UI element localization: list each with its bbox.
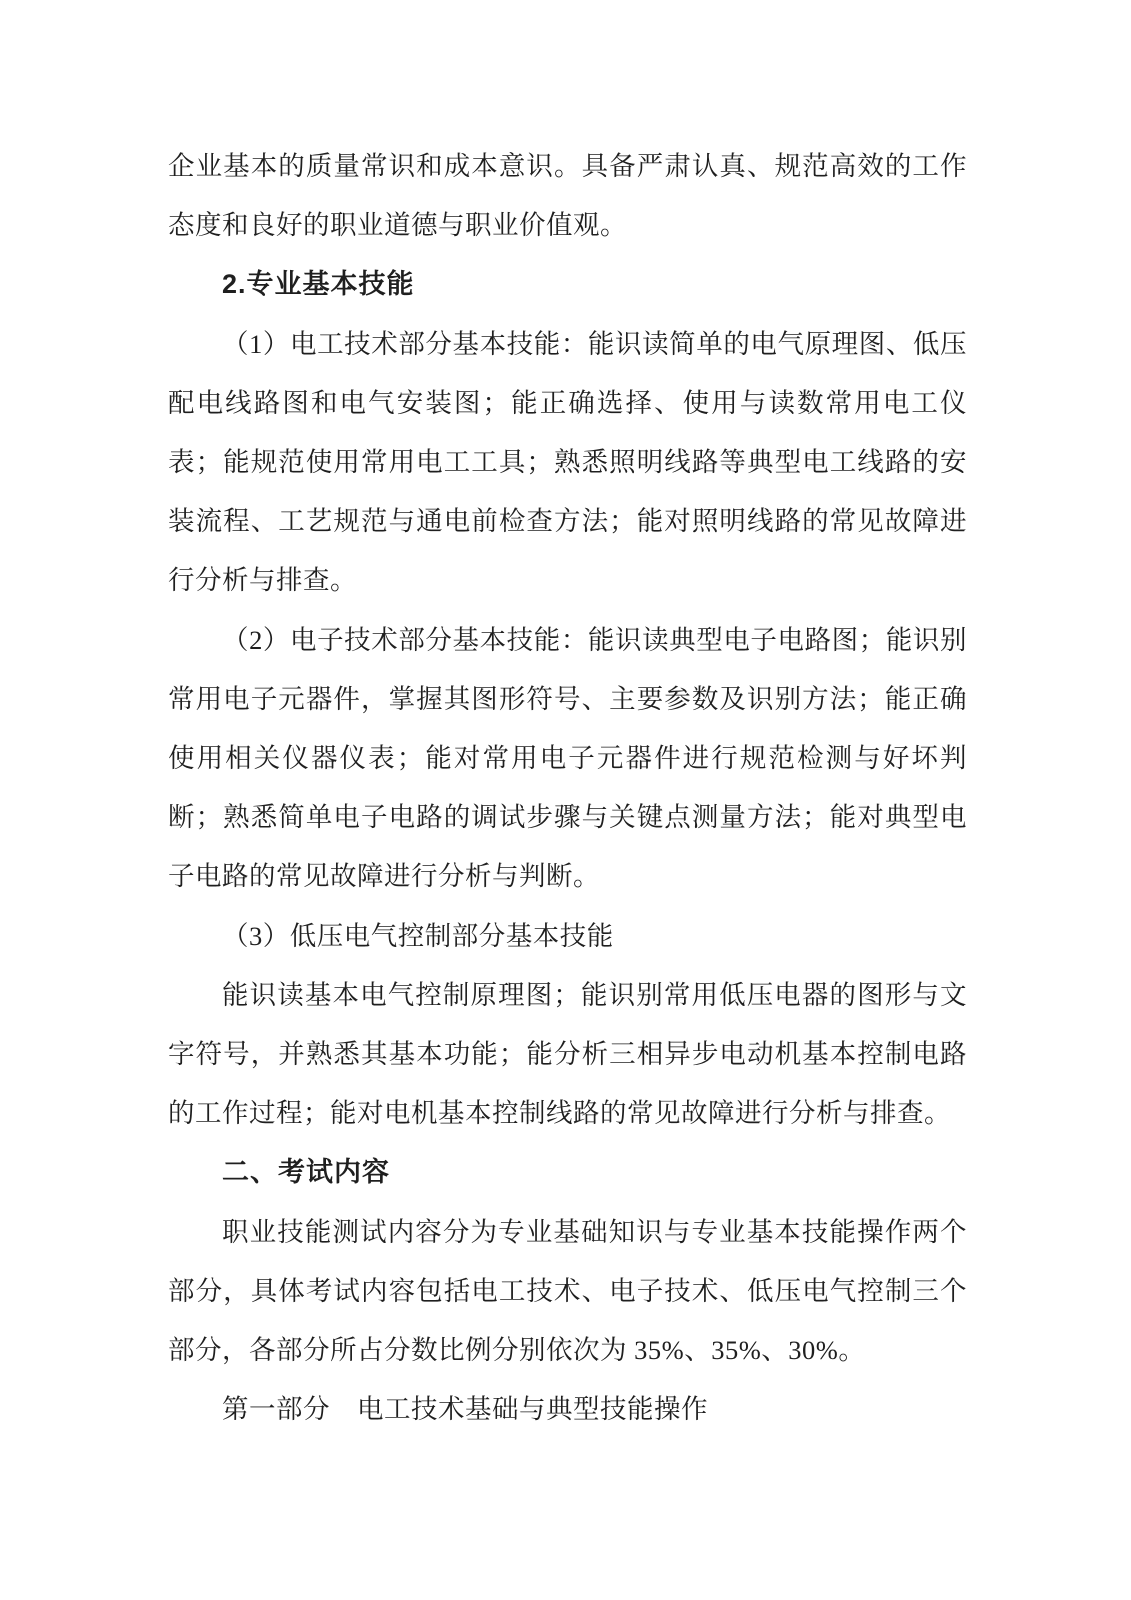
paragraph-part-one-title: 第一部分 电工技术基础与典型技能操作 (222, 1394, 708, 1425)
document-body (168, 137, 967, 1439)
paragraph-low-voltage-control-skills-detail: 能识读基本电气控制原理图；能识别常用低压电器的图形与文字符号，并熟悉其基本功能；能分析三相异步电动机基本控制电路的工作过程；能对电机基本控制线路的常见故障进行分析与排查。 (168, 979, 967, 1129)
heading-professional-basic-skills: 2.专业基本技能 (222, 269, 415, 300)
paragraph-electronics-skills: （2）电子技术部分基本技能：能识读典型电子电路图；能识别常用电子元器件，掌握其图形符号、主要参数及识别方法；能正确使用相关仪器仪表；能对常用电子元器件进行规范检测与好坏判断；熟悉简单电子电路的调试步骤与关键点测量方法；能对典型电子电路的常见故障进行分析与判断。 (168, 624, 967, 892)
paragraph-quality-ethics-continued: 企业基本的质量常识和成本意识。具备严肃认真、规范高效的工作态度和良好的职业道德与职业价值观。 (168, 151, 967, 241)
paragraph-low-voltage-control-skills-title: （3）低压电气控制部分基本技能 (222, 920, 614, 951)
heading-exam-content: 二、考试内容 (222, 1157, 390, 1188)
paragraph-electrician-skills: （1）电工技术部分基本技能：能识读简单的电气原理图、低压配电线路图和电气安装图；能正确选择、使用与读数常用电工仪表；能规范使用常用电工工具；熟悉照明线路等典型电工线路的安装流程、工艺规范与通电前检查方法；能对照明线路的常见故障进行分析与排查。 (168, 328, 967, 596)
paragraph-exam-content-overview: 职业技能测试内容分为专业基础知识与专业基本技能操作两个部分，具体考试内容包括电工技术、电子技术、低压电气控制三个部分，各部分所占分数比例分别依次为 35%、35%、30%。 (168, 1216, 967, 1366)
